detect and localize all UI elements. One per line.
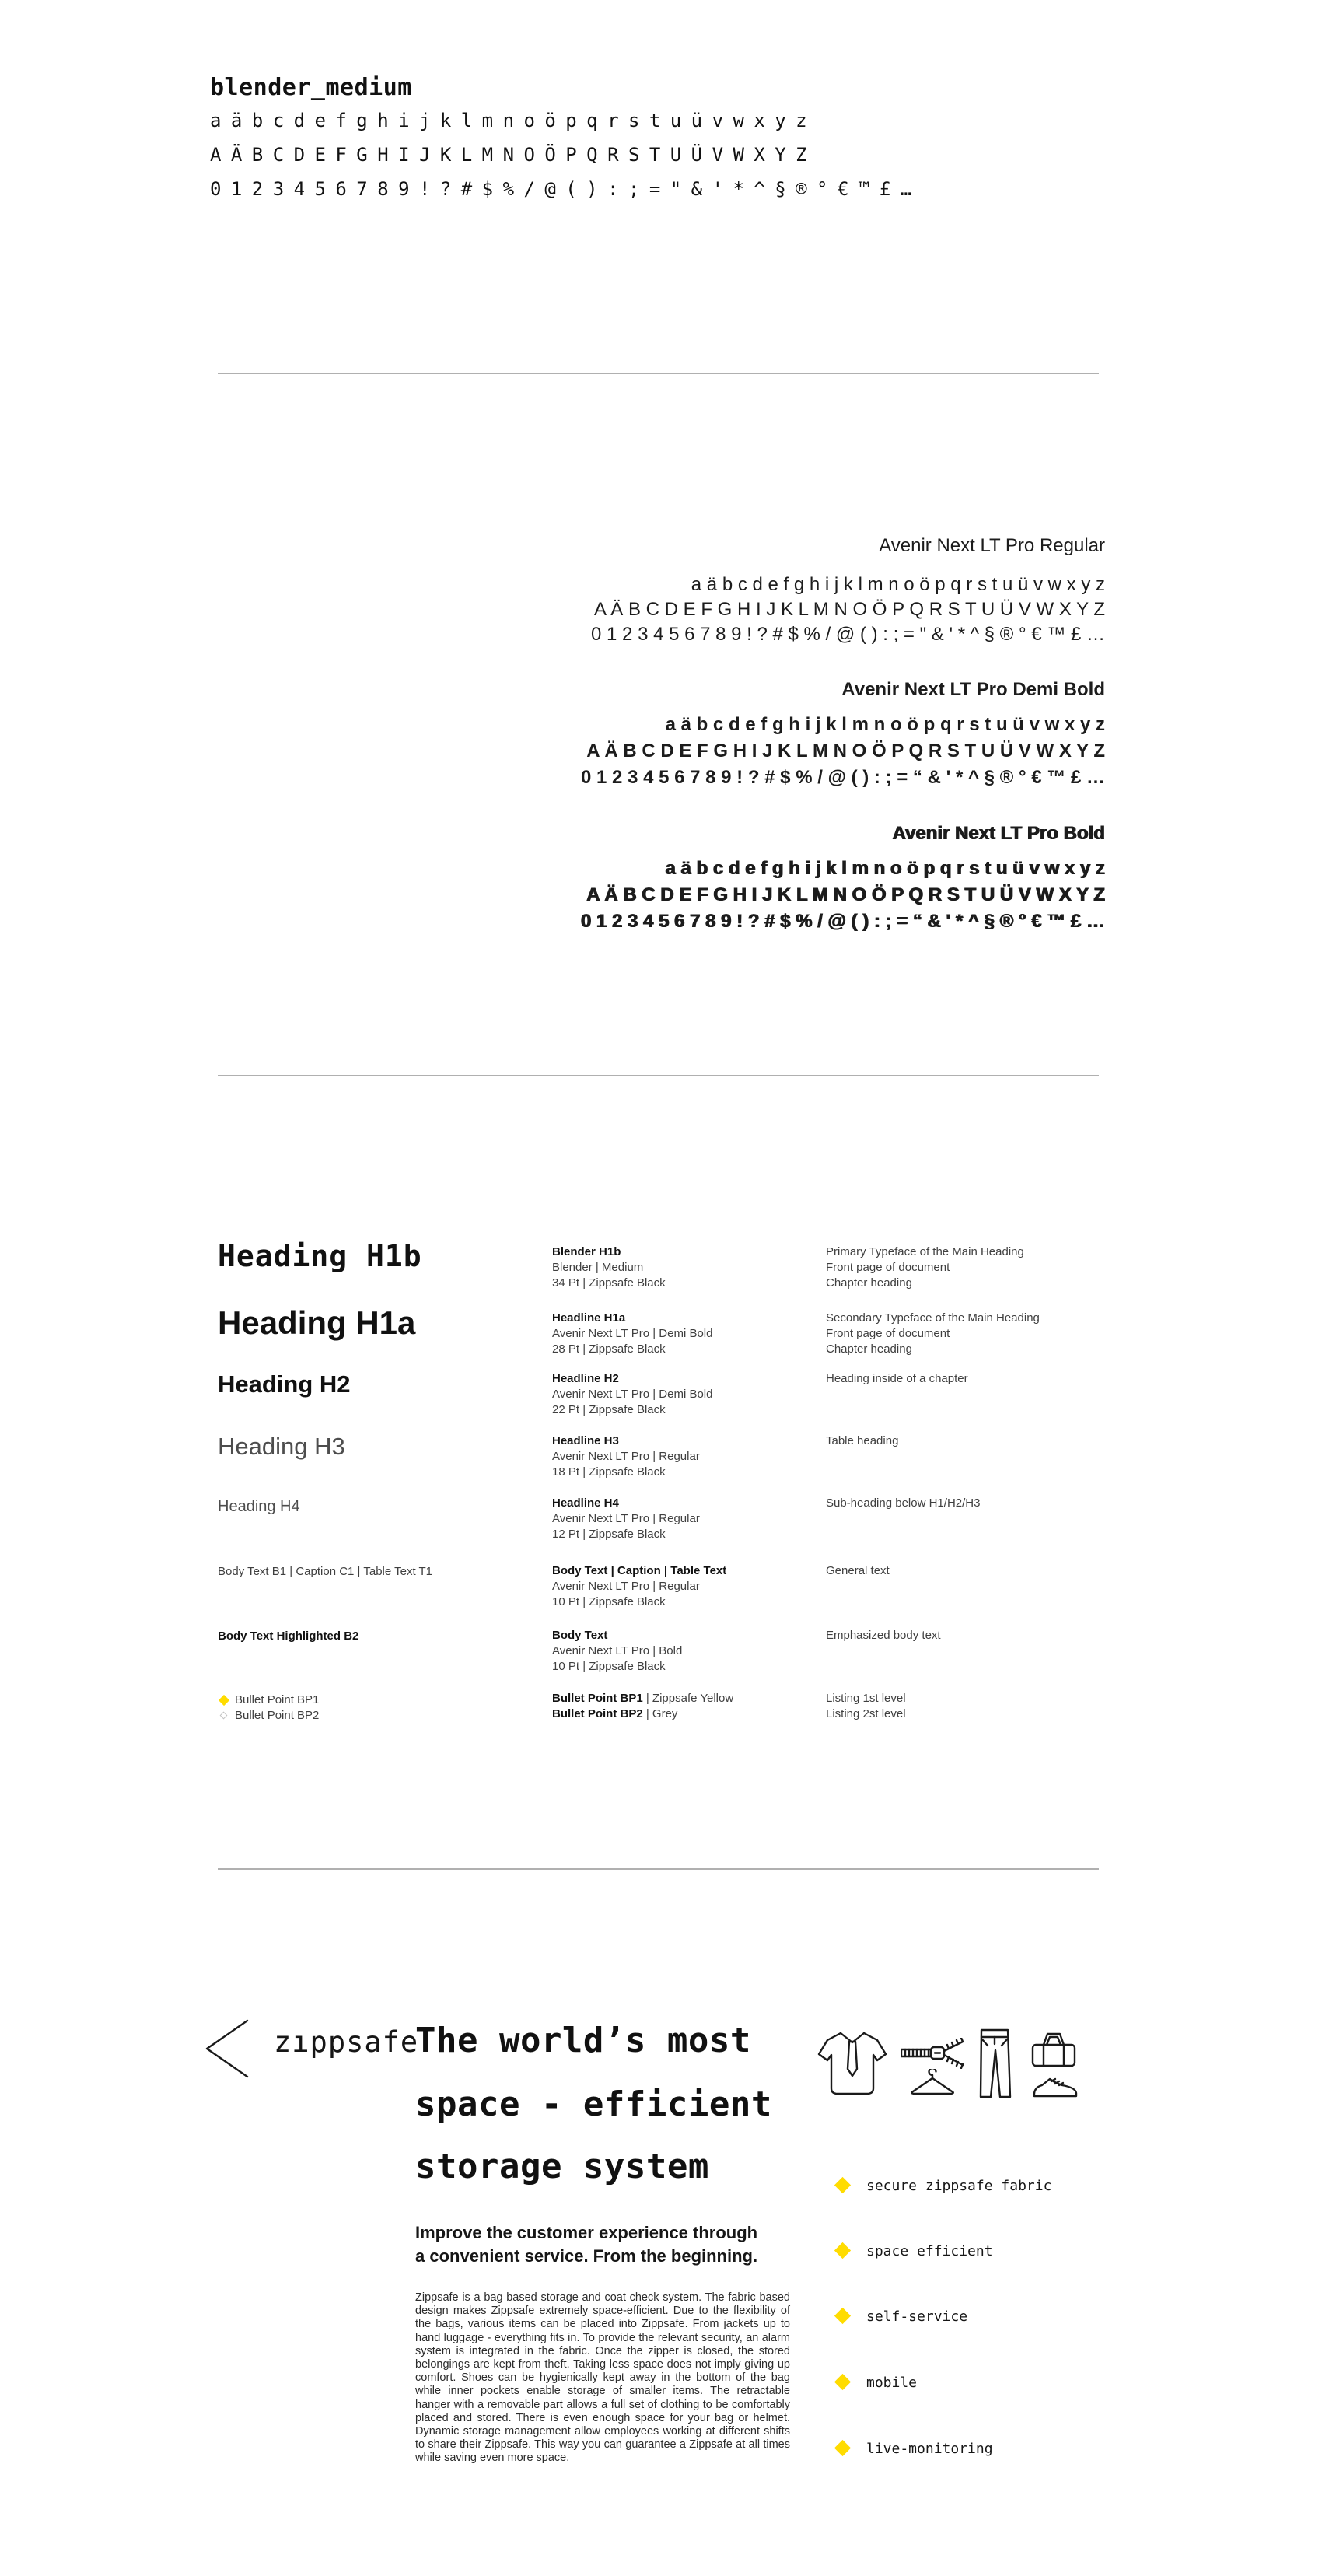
usage-line: Emphasized body text — [826, 1629, 941, 1642]
usage-block-h1a — [826, 1311, 1040, 1357]
feature-diamond-icon — [834, 2440, 851, 2456]
spec-title: Headline H1a — [552, 1311, 626, 1325]
example-heading-h1b: Heading H1b — [218, 1239, 422, 1273]
subheadline-line-2: a convenient service. From the beginning. — [415, 2246, 758, 2266]
spec-bp2-name: Bullet Point BP2 — [552, 1707, 643, 1720]
bullet-bp2-diamond-icon — [220, 1712, 228, 1720]
spec-bp1-name: Bullet Point BP1 — [552, 1692, 643, 1705]
example-heading-h2: Heading H2 — [218, 1370, 351, 1398]
example-body-text-highlighted-b2: Body Text Highlighted B2 — [218, 1629, 359, 1643]
usage-block-body — [826, 1563, 890, 1579]
zippsafe-wordmark: zıppsafe — [274, 2025, 419, 2059]
pants-icon — [977, 2028, 1012, 2100]
usage-line: Primary Typeface of the Main Heading — [826, 1245, 1024, 1258]
spec-title: Body Text | Caption | Table Text — [552, 1564, 727, 1577]
spec-title: Headline H2 — [552, 1372, 619, 1385]
spec-font: Blender | Medium — [552, 1261, 644, 1274]
spec-title: Headline H4 — [552, 1496, 619, 1510]
usage-block-h2 — [826, 1371, 968, 1387]
example-bullet-bp1: Bullet Point BP1 — [235, 1693, 320, 1706]
spec-font: Avenir Next LT Pro | Regular — [552, 1450, 700, 1463]
avenir-regular-uppercase: A Ä B C D E F G H I J K L M N O Ö P Q R S T U Ü V W X Y Z — [593, 599, 1105, 620]
spec-size: 28 Pt | Zippsafe Black — [552, 1342, 666, 1356]
spec-title: Body Text — [552, 1629, 608, 1642]
headline-line-3: storage system — [415, 2147, 709, 2186]
avenir-demi-figures: 0 1 2 3 4 5 6 7 8 9 ! ? # $ % / @ ( ) : ; = “ & ' * ^ § ® ° € ™ £ … — [581, 767, 1105, 788]
usage-block-h3 — [826, 1433, 898, 1449]
usage-line: Listing 2st level — [826, 1707, 906, 1720]
headline-line-1: The world’s most — [415, 2021, 751, 2060]
spec-block-body — [552, 1563, 726, 1610]
usage-line: General text — [826, 1564, 890, 1577]
hanger-icon — [908, 2069, 957, 2098]
duffel-bag-icon — [1031, 2032, 1076, 2069]
spec-size: 22 Pt | Zippsafe Black — [552, 1403, 666, 1416]
avenir-regular-figures: 0 1 2 3 4 5 6 7 8 9 ! ? # $ % / @ ( ) : ; = " & ' * ^ § ® ° € ™ £ … — [591, 624, 1105, 645]
spec-size: 10 Pt | Zippsafe Black — [552, 1595, 666, 1608]
zipper-icon — [901, 2038, 966, 2069]
usage-line: Heading inside of a chapter — [826, 1372, 968, 1385]
feature-live-monitoring: live-monitoring — [866, 2441, 993, 2457]
usage-block-h1b — [826, 1244, 1024, 1291]
avenir-regular-title: Avenir Next LT Pro Regular — [879, 535, 1105, 556]
example-heading-h1a: Heading H1a — [218, 1304, 416, 1341]
example-heading-h4: Heading H4 — [218, 1498, 300, 1515]
brand-body-paragraph: Zippsafe is a bag based storage and coat check system. The fabric based design makes Zippsafe extremely space-efficient. Due to the flexibility of the bags, various items can be placed into Zippsafe. From jackets up to hand luggage - everything fits in. To provide the relevant security, an alarm system is integrated in the fabric. Once the zipper is closed, the stored belongings are kept from theft. Taking less space does not imply giving up comfort. Shoes can be hygienically kept away in the bottom of the bag while inner pockets enable storage of smaller items. The retractable hanger with a removable part allows a full set of clothing to be comfortably placed and stored. There is even enough space for your bag or helmet. Dynamic storage management allow employees working at different shifts to share their Zippsafe. This way you can guarantee a Zippsafe at all times while saving even more space. — [415, 2291, 790, 2465]
usage-line: Chapter heading — [826, 1276, 912, 1290]
spec-block-h1b — [552, 1244, 666, 1291]
shoe-icon — [1033, 2077, 1078, 2098]
spec-block-bullets — [552, 1691, 733, 1722]
example-bullet-bp2: Bullet Point BP2 — [235, 1709, 320, 1722]
usage-line: Sub-heading below H1/H2/H3 — [826, 1496, 981, 1510]
spec-font: Avenir Next LT Pro | Regular — [552, 1580, 700, 1593]
spec-size: 12 Pt | Zippsafe Black — [552, 1528, 666, 1541]
usage-line: Chapter heading — [826, 1342, 912, 1356]
feature-space-efficient: space efficient — [866, 2243, 993, 2259]
spec-block-h3 — [552, 1433, 700, 1480]
spec-font: Avenir Next LT Pro | Demi Bold — [552, 1388, 713, 1401]
section-divider-3 — [218, 1868, 1099, 1870]
spec-size: 34 Pt | Zippsafe Black — [552, 1276, 666, 1290]
feature-diamond-icon — [834, 2177, 851, 2193]
spec-bp2-color: | Grey — [642, 1707, 678, 1720]
spec-block-h1a — [552, 1311, 712, 1357]
subheadline-line-1: Improve the customer experience through — [415, 2223, 758, 2242]
avenir-bold-lowercase: a ä b c d e f g h i j k l m n o ö p q r s t u ü v w x y z — [665, 858, 1105, 879]
spec-bp1 — [552, 1691, 733, 1706]
spec-size: 10 Pt | Zippsafe Black — [552, 1660, 666, 1673]
section-divider-1 — [218, 373, 1099, 374]
blender-uppercase-line: A Ä B C D E F G H I J K L M N O Ö P Q R S T U Ü V W X Y Z — [210, 144, 806, 166]
usage-line: Listing 1st level — [826, 1692, 906, 1705]
avenir-demi-uppercase: A Ä B C D E F G H I J K L M N O Ö P Q R S T U Ü V W X Y Z — [586, 740, 1105, 761]
section-divider-2 — [218, 1075, 1099, 1076]
feature-self-service: self-service — [866, 2308, 968, 2325]
feature-mobile: mobile — [866, 2375, 918, 2391]
spec-font: Avenir Next LT Pro | Demi Bold — [552, 1327, 713, 1340]
usage-line: Front page of document — [826, 1261, 950, 1274]
avenir-demi-lowercase: a ä b c d e f g h i j k l m n o ö p q r s t u ü v w x y z — [665, 714, 1105, 735]
usage-line: Table heading — [826, 1434, 899, 1447]
spec-title: Blender H1b — [552, 1245, 621, 1258]
avenir-bold-title: Avenir Next LT Pro Bold — [892, 823, 1105, 844]
spec-font: Avenir Next LT Pro | Regular — [552, 1512, 700, 1525]
feature-diamond-icon — [834, 2374, 851, 2390]
blender-lowercase-line: a ä b c d e f g h i j k l m n o ö p q r s t u ü v w x y z — [210, 110, 806, 131]
usage-block-h4 — [826, 1496, 980, 1511]
example-heading-h3: Heading H3 — [218, 1433, 345, 1460]
usage-line: Secondary Typeface of the Main Heading — [826, 1311, 1040, 1325]
spec-font: Avenir Next LT Pro | Bold — [552, 1644, 683, 1657]
logo-chevron-icon — [185, 2011, 263, 2086]
spec-title: Headline H3 — [552, 1434, 619, 1447]
feature-diamond-icon — [834, 2242, 851, 2259]
feature-diamond-icon — [834, 2308, 851, 2324]
headline-line-2: space - efficient — [415, 2084, 772, 2124]
feature-secure-fabric: secure zippsafe fabric — [866, 2178, 1052, 2194]
spec-block-body-bold — [552, 1628, 682, 1675]
spec-block-h4 — [552, 1496, 700, 1542]
avenir-bold-uppercase: A Ä B C D E F G H I J K L M N O Ö P Q R S T U Ü V W X Y Z — [586, 884, 1105, 905]
usage-block-bullets — [826, 1691, 906, 1722]
shirt-tie-icon — [817, 2028, 888, 2098]
spec-block-h2 — [552, 1371, 712, 1418]
avenir-bold-figures: 0 1 2 3 4 5 6 7 8 9 ! ? # $ % / @ ( ) : ; = “ & ' * ^ § ® ° € ™ £ … — [581, 911, 1105, 932]
usage-line: Front page of document — [826, 1327, 950, 1340]
bullet-bp1-diamond-icon — [219, 1695, 229, 1706]
blender-specimen-title: blender_medium — [210, 74, 412, 101]
example-body-text-b1: Body Text B1 | Caption C1 | Table Text T1 — [218, 1565, 433, 1578]
usage-block-body-bold — [826, 1628, 941, 1643]
blender-figures-line: 0 1 2 3 4 5 6 7 8 9 ! ? # $ % / @ ( ) : ; = " & ' * ^ § ® ° € ™ £ … — [210, 178, 911, 200]
avenir-regular-lowercase: a ä b c d e f g h i j k l m n o ö p q r s t u ü v w x y z — [691, 574, 1105, 595]
spec-size: 18 Pt | Zippsafe Black — [552, 1465, 666, 1479]
spec-bp1-color: | Zippsafe Yellow — [642, 1692, 734, 1705]
avenir-demi-title: Avenir Next LT Pro Demi Bold — [841, 679, 1105, 700]
spec-bp2 — [552, 1706, 733, 1722]
